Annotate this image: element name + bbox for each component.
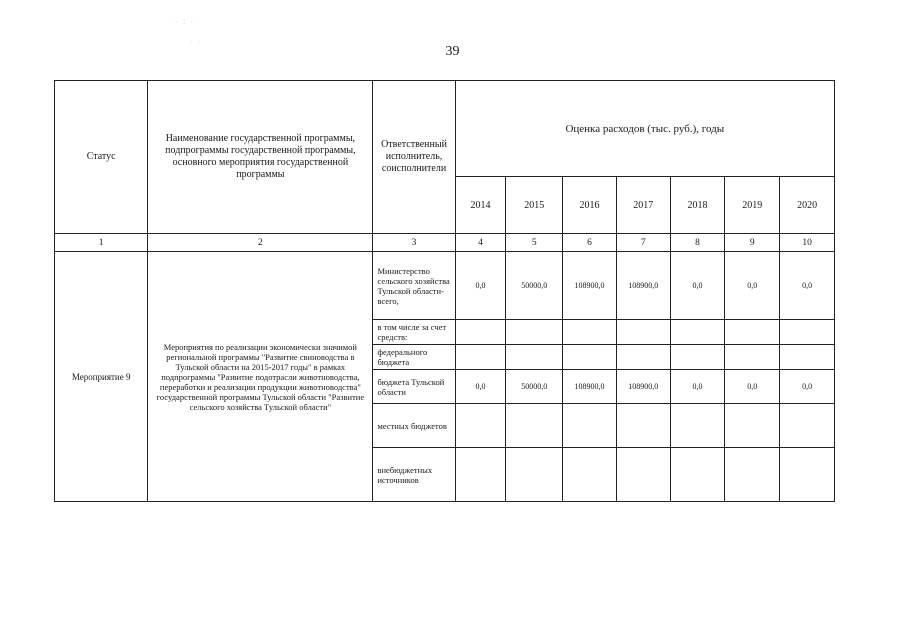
value-cell <box>616 345 670 370</box>
column-number: 6 <box>563 234 617 252</box>
value-cell <box>670 404 725 448</box>
value-cell <box>616 404 670 448</box>
header-name: Наименование государственной программы, подпрограммы государственной программы, основного мероприятия государственной программы <box>148 81 373 234</box>
value-cell: 108900,0 <box>616 370 670 404</box>
column-number: 2 <box>148 234 373 252</box>
value-cell <box>725 448 780 502</box>
column-number: 8 <box>670 234 725 252</box>
value-cell: 0,0 <box>725 252 780 320</box>
value-cell <box>506 320 563 345</box>
column-number: 3 <box>373 234 455 252</box>
value-cell <box>455 404 506 448</box>
value-cell <box>616 448 670 502</box>
row-label: в том числе за счет средств: <box>373 320 455 345</box>
value-cell <box>455 448 506 502</box>
header-status: Статус <box>55 81 148 234</box>
year-2017: 2017 <box>616 177 670 234</box>
row-label: федерального бюджета <box>373 345 455 370</box>
value-cell: 50000,0 <box>506 370 563 404</box>
value-cell <box>455 320 506 345</box>
value-cell <box>616 320 670 345</box>
value-cell: 0,0 <box>725 370 780 404</box>
value-cell <box>506 345 563 370</box>
value-cell <box>506 448 563 502</box>
year-2016: 2016 <box>563 177 617 234</box>
value-cell <box>780 404 835 448</box>
activity-status: Мероприятие 9 <box>55 252 148 502</box>
value-cell: 0,0 <box>455 252 506 320</box>
value-cell <box>563 320 617 345</box>
value-cell: 50000,0 <box>506 252 563 320</box>
value-cell: 0,0 <box>780 370 835 404</box>
value-cell <box>725 404 780 448</box>
column-number: 9 <box>725 234 780 252</box>
row-label: внебюджетных источников <box>373 448 455 502</box>
year-2020: 2020 <box>780 177 835 234</box>
value-cell <box>455 345 506 370</box>
header-cost: Оценка расходов (тыс. руб.), годы <box>455 81 834 177</box>
value-cell <box>563 448 617 502</box>
scan-artifact: · · <box>190 38 203 46</box>
year-2014: 2014 <box>455 177 506 234</box>
value-cell: 108900,0 <box>563 370 617 404</box>
year-2018: 2018 <box>670 177 725 234</box>
column-number: 4 <box>455 234 506 252</box>
value-cell <box>563 345 617 370</box>
column-number: 7 <box>616 234 670 252</box>
value-cell <box>670 448 725 502</box>
value-cell <box>725 320 780 345</box>
column-number: 5 <box>506 234 563 252</box>
activity-name: Мероприятия по реализации экономически значимой региональной программы "Развитие свиноводства в Тульской области на 2015-2017 годы" в рамках подпрограммы "Развитие подотрасли животноводства, переработки и реализации продукции животноводства" государственной программы Тульской области "Развитие сельского хозяйства Тульской области" <box>148 252 373 502</box>
value-cell <box>506 404 563 448</box>
value-cell: 108900,0 <box>563 252 617 320</box>
budget-table <box>54 80 835 502</box>
value-cell <box>780 345 835 370</box>
value-cell: 0,0 <box>670 370 725 404</box>
page-number: 39 <box>445 44 460 59</box>
value-cell: 0,0 <box>455 370 506 404</box>
header-responsible: Ответственный исполнитель, соисполнители <box>373 81 455 234</box>
row-label: местных бюджетов <box>373 404 455 448</box>
table-row <box>55 252 835 320</box>
value-cell <box>725 345 780 370</box>
year-2019: 2019 <box>725 177 780 234</box>
value-cell <box>780 320 835 345</box>
value-cell <box>670 320 725 345</box>
column-number: 10 <box>780 234 835 252</box>
year-2015: 2015 <box>506 177 563 234</box>
value-cell: 0,0 <box>670 252 725 320</box>
row-label: бюджета Тульской области <box>373 370 455 404</box>
value-cell <box>563 404 617 448</box>
column-number: 1 <box>55 234 148 252</box>
value-cell: 108900,0 <box>616 252 670 320</box>
value-cell: 0,0 <box>780 252 835 320</box>
value-cell <box>670 345 725 370</box>
value-cell <box>780 448 835 502</box>
scan-artifact: · : · <box>175 18 196 26</box>
row-label: Министерство сельского хозяйства Тульской области- всего, <box>373 252 455 320</box>
